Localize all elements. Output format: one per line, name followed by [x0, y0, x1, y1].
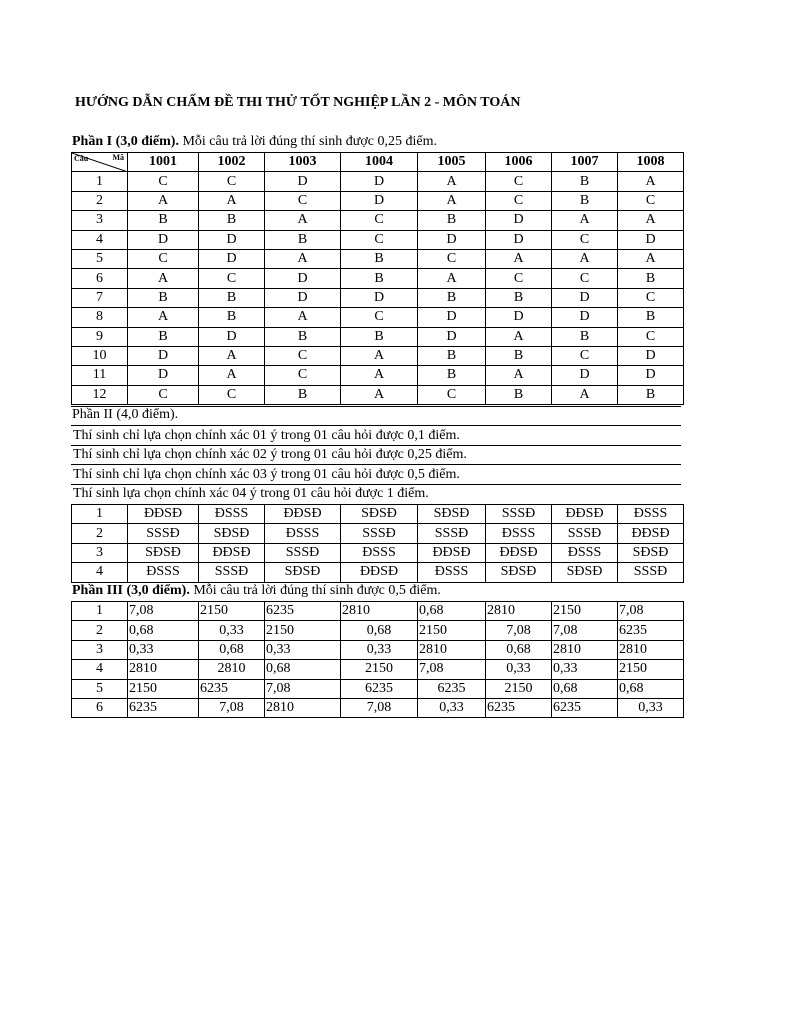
answer-cell: C	[199, 172, 265, 191]
part3-row	[72, 679, 684, 698]
answer-cell: A	[128, 308, 199, 327]
divider	[71, 464, 681, 465]
answer-cell: ĐĐSĐ	[128, 505, 199, 524]
answer-cell: D	[341, 191, 418, 210]
answer-cell: D	[552, 308, 618, 327]
question-number-cell: 1	[72, 602, 128, 621]
answer-cell: A	[199, 346, 265, 365]
answer-cell: A	[552, 211, 618, 230]
answer-cell: A	[199, 366, 265, 385]
answer-cell: SĐSĐ	[199, 524, 265, 543]
answer-cell: D	[199, 249, 265, 268]
answer-cell: 6235	[418, 679, 486, 698]
answer-cell: ĐSSS	[128, 563, 199, 582]
answer-cell: 6235	[199, 679, 265, 698]
part2-rule-1: Thí sinh chỉ lựa chọn chính xác 01 ý trong 01 câu hỏi được 0,1 điểm.	[73, 428, 460, 443]
answer-cell: A	[486, 249, 552, 268]
answer-cell: B	[128, 211, 199, 230]
part3-row	[72, 621, 684, 640]
answer-cell: D	[618, 230, 684, 249]
answer-cell: 6235	[486, 698, 552, 717]
part3-row	[72, 640, 684, 659]
answer-cell: SSSĐ	[199, 563, 265, 582]
answer-cell: 2810	[486, 602, 552, 621]
part1-row	[72, 269, 684, 288]
part1-heading	[72, 134, 437, 150]
answer-cell: ĐĐSĐ	[341, 563, 418, 582]
part2-row	[72, 524, 684, 543]
answer-cell: A	[552, 249, 618, 268]
answer-cell: 2150	[552, 602, 618, 621]
answer-cell: A	[418, 269, 486, 288]
answer-cell: SSSĐ	[418, 524, 486, 543]
answer-cell: A	[128, 269, 199, 288]
answer-cell: 7,08	[199, 698, 265, 717]
part3-heading-bold: Phần III (3,0 điểm).	[72, 583, 190, 598]
answer-cell: 2150	[618, 660, 684, 679]
part3-row	[72, 660, 684, 679]
answer-cell: B	[486, 385, 552, 404]
answer-cell: B	[199, 308, 265, 327]
answer-cell: 0,33	[199, 621, 265, 640]
answer-cell: B	[265, 385, 341, 404]
answer-cell: A	[618, 172, 684, 191]
question-number-cell: 2	[72, 191, 128, 210]
answer-cell: 0,68	[552, 679, 618, 698]
part3-heading-rest: Mỗi câu trả lời đúng thí sinh được 0,5 điểm.	[189, 583, 441, 598]
answer-cell: C	[486, 269, 552, 288]
answer-cell: 6235	[618, 621, 684, 640]
answer-cell: 0,33	[618, 698, 684, 717]
question-number-cell: 2	[72, 524, 128, 543]
answer-cell: A	[486, 327, 552, 346]
divider	[71, 425, 681, 426]
answer-cell: ĐSSS	[418, 563, 486, 582]
question-number-cell: 4	[72, 230, 128, 249]
answer-cell: SĐSĐ	[128, 543, 199, 562]
answer-cell: 0,68	[265, 660, 341, 679]
answer-cell: 2150	[486, 679, 552, 698]
answer-cell: D	[128, 346, 199, 365]
exam-code-header: 1005	[418, 153, 486, 172]
answer-cell: ĐSSS	[486, 524, 552, 543]
answer-cell: A	[128, 191, 199, 210]
answer-cell: 0,33	[128, 640, 199, 659]
answer-cell: 2810	[618, 640, 684, 659]
answer-cell: 0,68	[618, 679, 684, 698]
divider	[71, 406, 681, 407]
answer-cell: B	[265, 230, 341, 249]
answer-cell: 7,08	[618, 602, 684, 621]
answer-cell: C	[618, 288, 684, 307]
answer-cell: A	[618, 211, 684, 230]
divider	[71, 445, 681, 446]
answer-cell: 0,33	[341, 640, 418, 659]
answer-cell: D	[199, 230, 265, 249]
answer-cell: C	[199, 385, 265, 404]
answer-cell: B	[552, 191, 618, 210]
part1-heading-bold: Phần I (3,0 điểm).	[72, 134, 179, 149]
answer-cell: D	[552, 288, 618, 307]
part2-rule-4: Thí sinh lựa chọn chính xác 04 ý trong 01 câu hỏi được 1 điểm.	[73, 486, 429, 501]
answer-cell: D	[199, 327, 265, 346]
answer-cell: D	[418, 230, 486, 249]
answer-cell: C	[341, 230, 418, 249]
answer-cell: B	[618, 308, 684, 327]
answer-cell: A	[341, 366, 418, 385]
answer-cell: D	[618, 346, 684, 365]
question-number-cell: 1	[72, 172, 128, 191]
answer-cell: 0,68	[199, 640, 265, 659]
part2-answer-table	[71, 504, 684, 583]
answer-cell: B	[486, 346, 552, 365]
answer-cell: C	[552, 230, 618, 249]
question-number-cell: 4	[72, 660, 128, 679]
question-number-cell: 5	[72, 249, 128, 268]
answer-cell: 0,33	[552, 660, 618, 679]
part1-row	[72, 191, 684, 210]
answer-cell: SĐSĐ	[486, 563, 552, 582]
answer-cell: B	[618, 269, 684, 288]
question-number-cell: 10	[72, 346, 128, 365]
question-number-cell: 5	[72, 679, 128, 698]
answer-cell: ĐSSS	[341, 543, 418, 562]
part3-row	[72, 698, 684, 717]
question-number-cell: 3	[72, 211, 128, 230]
answer-cell: SĐSĐ	[418, 505, 486, 524]
answer-cell: D	[486, 308, 552, 327]
answer-cell: C	[128, 172, 199, 191]
answer-cell: 6235	[552, 698, 618, 717]
answer-cell: 0,33	[486, 660, 552, 679]
exam-code-header: 1001	[128, 153, 199, 172]
answer-cell: SĐSĐ	[618, 543, 684, 562]
corner-question-label: Câu	[74, 154, 89, 163]
corner-cell	[72, 153, 128, 172]
answer-cell: 2150	[265, 621, 341, 640]
answer-cell: B	[341, 327, 418, 346]
answer-cell: 6235	[265, 602, 341, 621]
part2-heading: Phần II (4,0 điểm).	[72, 407, 179, 422]
answer-cell: A	[265, 249, 341, 268]
answer-cell: B	[199, 211, 265, 230]
part1-row	[72, 308, 684, 327]
question-number-cell: 6	[72, 698, 128, 717]
answer-cell: C	[486, 191, 552, 210]
answer-cell: B	[128, 327, 199, 346]
answer-cell: 2810	[418, 640, 486, 659]
answer-cell: 7,08	[341, 698, 418, 717]
answer-cell: ĐSSS	[265, 524, 341, 543]
answer-cell: C	[552, 269, 618, 288]
answer-cell: 7,08	[486, 621, 552, 640]
answer-cell: 6235	[341, 679, 418, 698]
answer-cell: A	[265, 308, 341, 327]
answer-cell: B	[341, 249, 418, 268]
answer-cell: C	[128, 249, 199, 268]
answer-cell: ĐĐSĐ	[418, 543, 486, 562]
answer-cell: ĐĐSĐ	[199, 543, 265, 562]
part2-row	[72, 543, 684, 562]
part2-rule-3: Thí sinh chỉ lựa chọn chính xác 03 ý trong 01 câu hỏi được 0,5 điểm.	[73, 467, 460, 482]
answer-cell: SSSĐ	[128, 524, 199, 543]
answer-cell: 0,68	[128, 621, 199, 640]
part1-row	[72, 346, 684, 365]
answer-cell: SĐSĐ	[265, 563, 341, 582]
question-number-cell: 3	[72, 640, 128, 659]
exam-code-header: 1007	[552, 153, 618, 172]
answer-cell: 0,68	[418, 602, 486, 621]
answer-cell: ĐĐSĐ	[265, 505, 341, 524]
part2-row	[72, 563, 684, 582]
answer-cell: D	[265, 172, 341, 191]
answer-cell: SSSĐ	[618, 563, 684, 582]
answer-cell: 7,08	[128, 602, 199, 621]
answer-cell: C	[128, 385, 199, 404]
answer-cell: D	[128, 230, 199, 249]
answer-cell: A	[418, 191, 486, 210]
answer-cell: 0,68	[486, 640, 552, 659]
part1-header-row	[72, 153, 684, 172]
answer-cell: B	[552, 327, 618, 346]
answer-cell: 7,08	[265, 679, 341, 698]
answer-cell: C	[265, 191, 341, 210]
question-number-cell: 11	[72, 366, 128, 385]
corner-code-label: Mã	[112, 153, 124, 162]
answer-cell: SSSĐ	[552, 524, 618, 543]
answer-cell: C	[265, 366, 341, 385]
question-number-cell: 3	[72, 543, 128, 562]
answer-cell: A	[199, 191, 265, 210]
answer-cell: B	[486, 288, 552, 307]
answer-cell: C	[418, 249, 486, 268]
answer-cell: 6235	[128, 698, 199, 717]
exam-code-header: 1002	[199, 153, 265, 172]
answer-cell: B	[618, 385, 684, 404]
answer-cell: C	[341, 308, 418, 327]
question-number-cell: 12	[72, 385, 128, 404]
answer-cell: 0,33	[265, 640, 341, 659]
answer-cell: D	[265, 288, 341, 307]
answer-cell: 0,33	[418, 698, 486, 717]
part3-heading	[72, 583, 441, 599]
answer-cell: A	[486, 366, 552, 385]
answer-cell: C	[418, 385, 486, 404]
answer-cell: B	[418, 288, 486, 307]
answer-cell: SĐSĐ	[341, 505, 418, 524]
answer-cell: A	[265, 211, 341, 230]
answer-cell: 0,68	[341, 621, 418, 640]
part1-row	[72, 172, 684, 191]
answer-cell: D	[552, 366, 618, 385]
answer-cell: SSSĐ	[265, 543, 341, 562]
answer-cell: 7,08	[552, 621, 618, 640]
question-number-cell: 9	[72, 327, 128, 346]
answer-cell: D	[341, 172, 418, 191]
exam-code-header: 1006	[486, 153, 552, 172]
answer-cell: D	[265, 269, 341, 288]
answer-cell: A	[618, 249, 684, 268]
part1-row	[72, 211, 684, 230]
part1-row	[72, 327, 684, 346]
answer-cell: C	[618, 191, 684, 210]
answer-cell: 2810	[199, 660, 265, 679]
part2-rule-2: Thí sinh chỉ lựa chọn chính xác 02 ý trong 01 câu hỏi được 0,25 điểm.	[73, 447, 467, 462]
answer-cell: C	[618, 327, 684, 346]
part3-answer-table	[71, 601, 684, 718]
answer-cell: C	[552, 346, 618, 365]
part1-row	[72, 366, 684, 385]
answer-cell: ĐĐSĐ	[486, 543, 552, 562]
answer-cell: B	[418, 366, 486, 385]
answer-cell: B	[199, 288, 265, 307]
answer-cell: SĐSĐ	[552, 563, 618, 582]
answer-cell: C	[486, 172, 552, 191]
answer-cell: 2150	[341, 660, 418, 679]
page-title: HƯỚNG DẪN CHẤM ĐỀ THI THỬ TỐT NGHIỆP LẦN 2 - MÔN TOÁN	[75, 95, 521, 110]
answer-cell: B	[418, 346, 486, 365]
answer-cell: ĐSSS	[552, 543, 618, 562]
answer-cell: C	[341, 211, 418, 230]
part1-row	[72, 249, 684, 268]
part1-row	[72, 288, 684, 307]
answer-cell: C	[199, 269, 265, 288]
part1-row	[72, 230, 684, 249]
answer-cell: D	[418, 308, 486, 327]
answer-cell: D	[418, 327, 486, 346]
answer-cell: 2150	[199, 602, 265, 621]
question-number-cell: 6	[72, 269, 128, 288]
question-number-cell: 1	[72, 505, 128, 524]
part3-row	[72, 602, 684, 621]
divider	[71, 484, 681, 485]
answer-cell: 2810	[341, 602, 418, 621]
answer-cell: D	[486, 230, 552, 249]
answer-cell: B	[552, 172, 618, 191]
answer-cell: D	[341, 288, 418, 307]
answer-cell: 2150	[128, 679, 199, 698]
part1-row	[72, 385, 684, 404]
part2-row	[72, 505, 684, 524]
answer-cell: 2810	[265, 698, 341, 717]
answer-cell: B	[128, 288, 199, 307]
exam-code-header: 1004	[341, 153, 418, 172]
answer-cell: 2810	[128, 660, 199, 679]
question-number-cell: 4	[72, 563, 128, 582]
answer-cell: A	[341, 346, 418, 365]
answer-cell: D	[128, 366, 199, 385]
answer-cell: D	[486, 211, 552, 230]
answer-cell: A	[552, 385, 618, 404]
answer-cell: SSSĐ	[486, 505, 552, 524]
answer-cell: C	[265, 346, 341, 365]
answer-cell: A	[341, 385, 418, 404]
answer-cell: SSSĐ	[341, 524, 418, 543]
answer-cell: B	[418, 211, 486, 230]
exam-code-header: 1008	[618, 153, 684, 172]
answer-cell: B	[265, 327, 341, 346]
answer-cell: D	[618, 366, 684, 385]
answer-cell: 2810	[552, 640, 618, 659]
question-number-cell: 2	[72, 621, 128, 640]
part1-answer-table	[71, 152, 684, 405]
answer-cell: A	[418, 172, 486, 191]
exam-code-header: 1003	[265, 153, 341, 172]
answer-cell: B	[341, 269, 418, 288]
answer-cell: ĐĐSĐ	[618, 524, 684, 543]
answer-cell: ĐSSS	[618, 505, 684, 524]
question-number-cell: 8	[72, 308, 128, 327]
answer-cell: 7,08	[418, 660, 486, 679]
answer-cell: 2150	[418, 621, 486, 640]
question-number-cell: 7	[72, 288, 128, 307]
part1-heading-rest: Mỗi câu trả lời đúng thí sinh được 0,25 điểm.	[178, 134, 437, 149]
answer-cell: ĐSSS	[199, 505, 265, 524]
answer-cell: ĐĐSĐ	[552, 505, 618, 524]
